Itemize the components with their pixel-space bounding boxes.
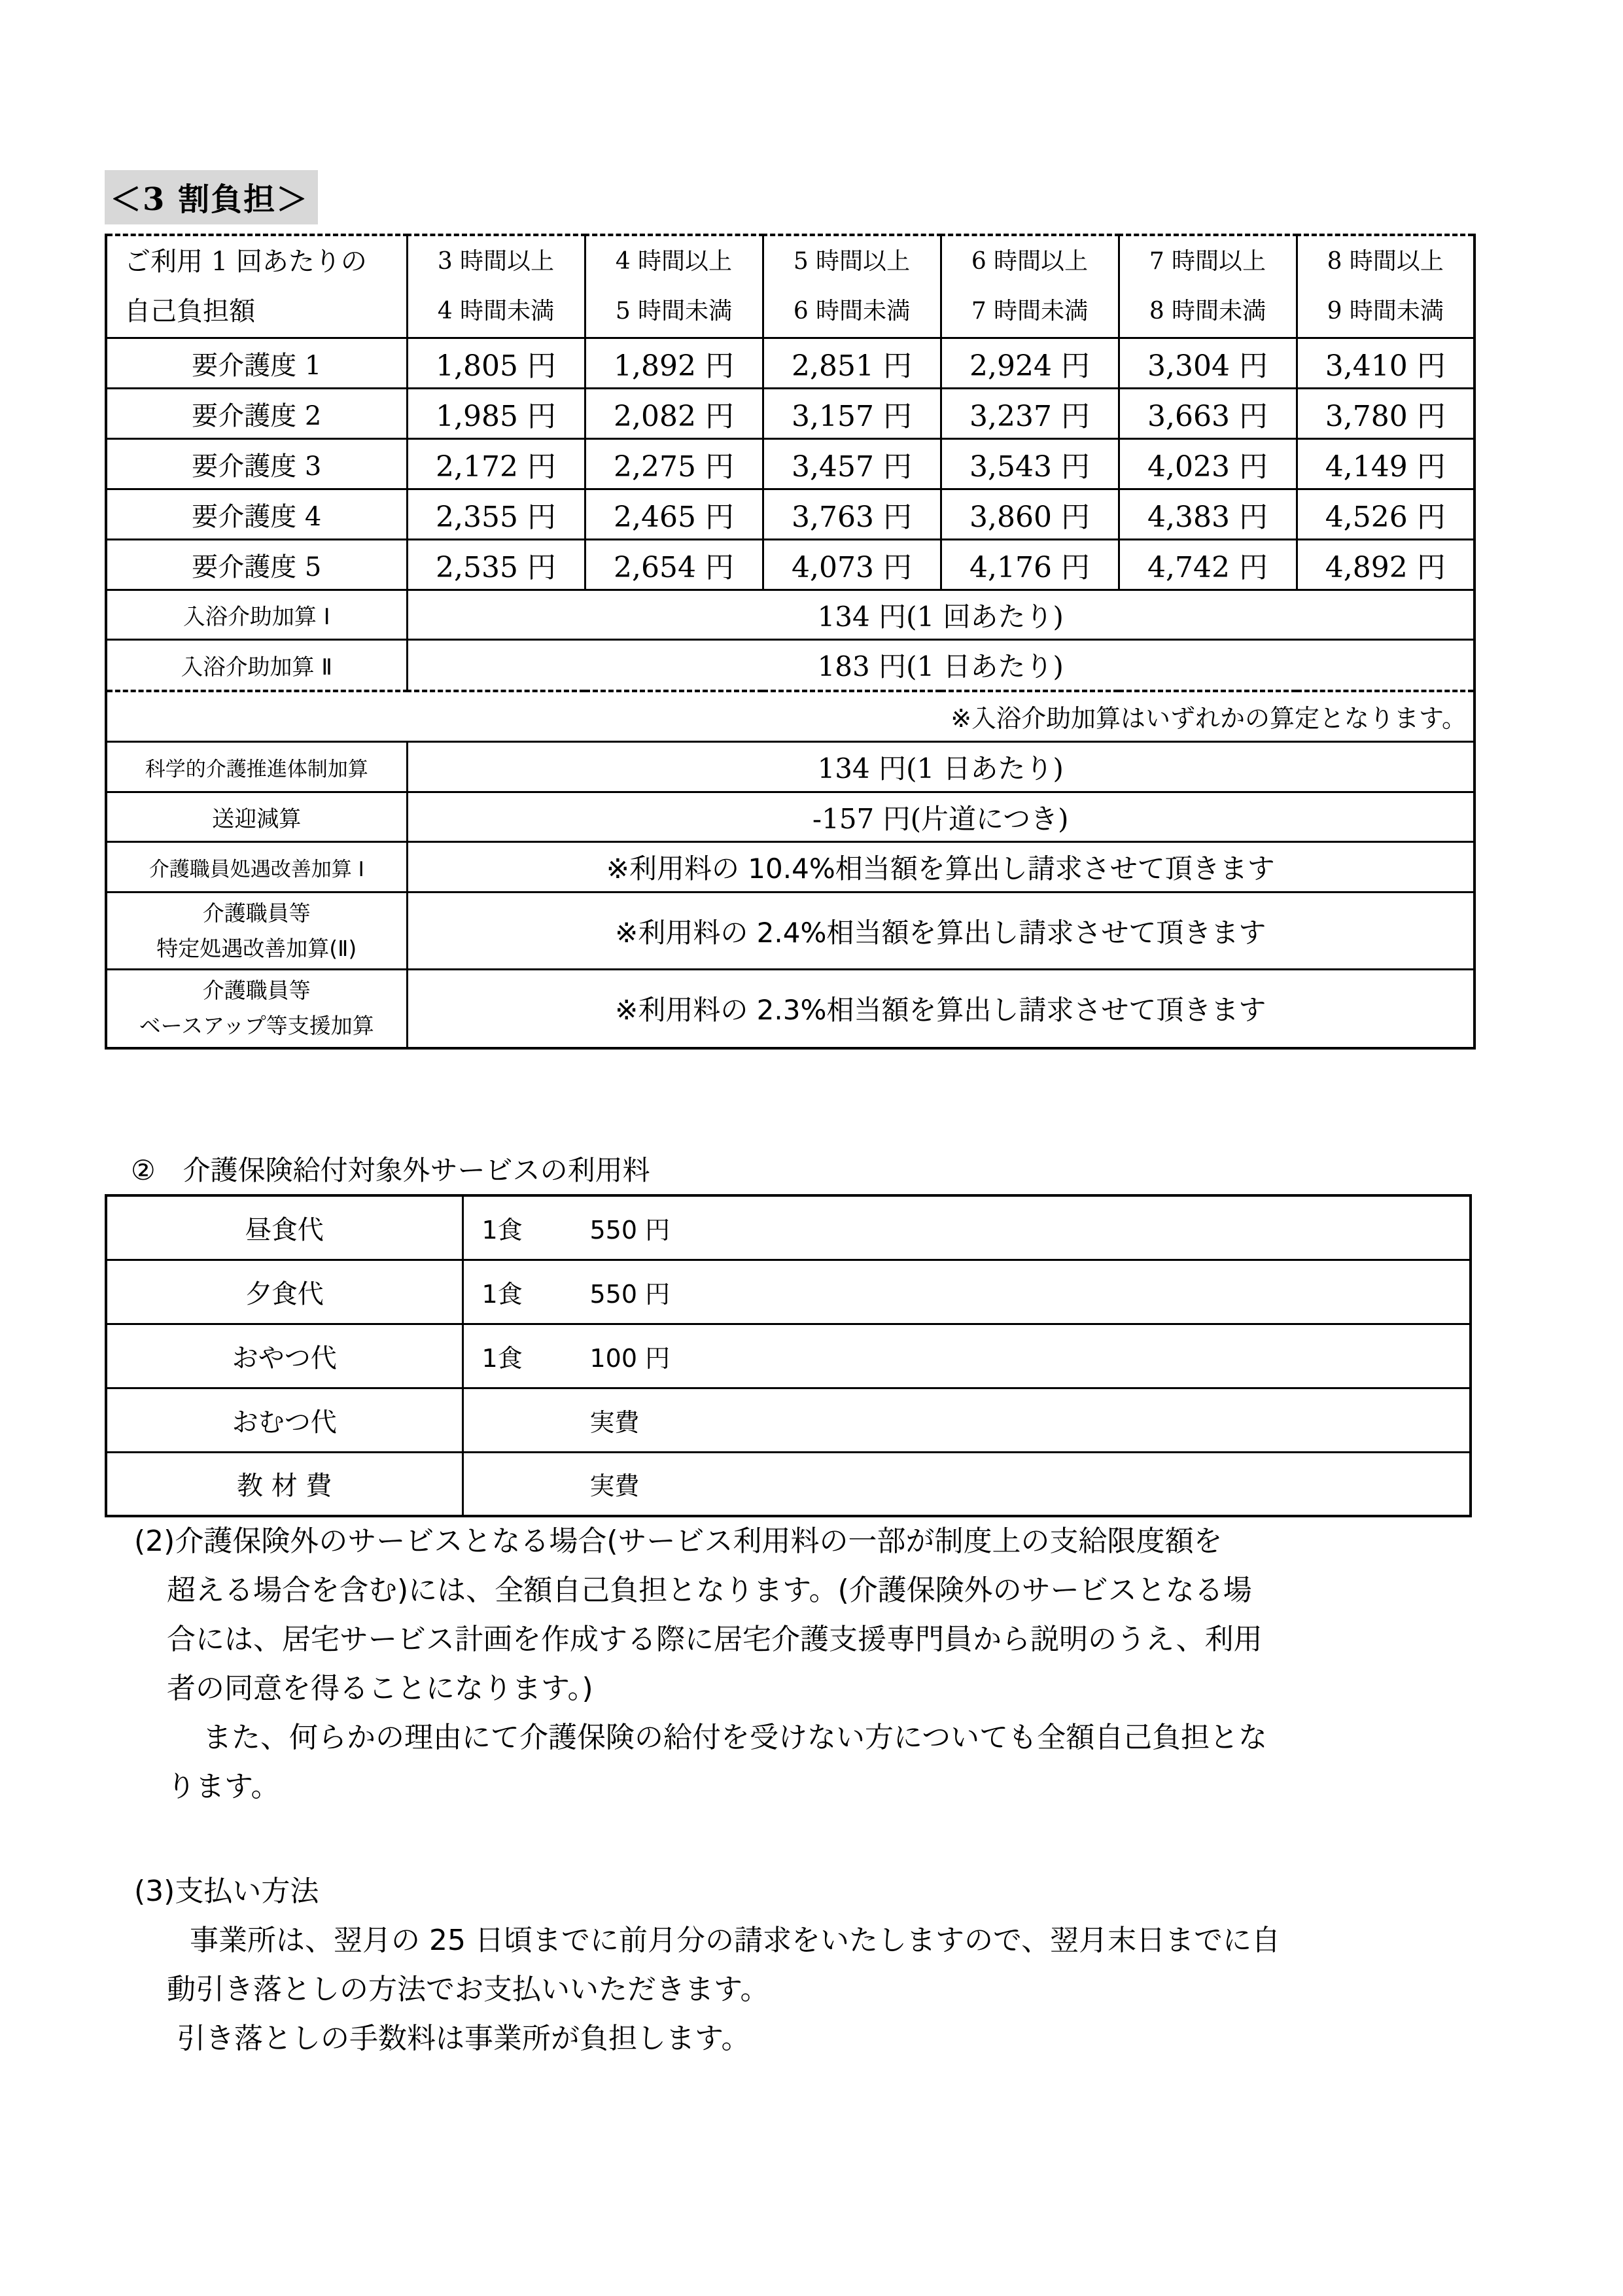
time-col-header <box>763 235 941 338</box>
specific-treatment-addon-value: ※利用料の 2.4%相当額を算出し請求させて頂きます <box>407 892 1475 970</box>
care-level-label: 要介護度 2 <box>106 389 407 439</box>
time-col-line1: 7 時間以上 <box>1149 248 1266 275</box>
time-col-header <box>1297 235 1475 338</box>
care-fee-cell: 2,851 円 <box>763 338 941 389</box>
service-label: おむつ代 <box>106 1388 462 1452</box>
care-fee-cell: 3,457 円 <box>763 439 941 489</box>
treatment-addon-1-label: 介護職員処遇改善加算 Ⅰ <box>106 842 407 892</box>
service-price: 100 円 <box>589 1343 671 1373</box>
time-col-header <box>941 235 1119 338</box>
bath-addon-1-row <box>106 590 1475 640</box>
table-row <box>106 1324 1471 1388</box>
table-row <box>106 1388 1471 1452</box>
pickup-reduction-row <box>106 792 1475 842</box>
care-fee-cell: 4,023 円 <box>1119 439 1297 489</box>
copay-fee-table <box>105 234 1476 1050</box>
care-fee-cell: 3,410 円 <box>1297 338 1475 389</box>
service-label: 教 材 費 <box>106 1452 462 1516</box>
time-col-line2: 7 時間未満 <box>971 298 1089 325</box>
care-fee-cell: 3,237 円 <box>941 389 1119 439</box>
care-fee-cell: 3,780 円 <box>1297 389 1475 439</box>
care-level-label: 要介護度 3 <box>106 439 407 489</box>
section2-heading: ② 介護保険給付対象外サービスの利用料 <box>131 1154 650 1186</box>
label-line1: 介護職員等 <box>202 978 311 1004</box>
science-addon-value: 134 円(1 日あたり) <box>407 742 1475 792</box>
corner-line1: ご利用 1 回あたりの <box>124 247 367 277</box>
care-level-label: 要介護度 4 <box>106 489 407 540</box>
service-price-cell <box>462 1324 1471 1388</box>
corner-line2: 自己負担額 <box>124 296 255 327</box>
time-col-line1: 4 時間以上 <box>615 248 733 275</box>
paragraph-3-line: 動引き落としの方法でお支払いいただきます。 <box>167 1973 769 2006</box>
body-paragraphs <box>105 1517 1557 2063</box>
service-price-cell <box>462 1388 1471 1452</box>
care-fee-cell: 3,543 円 <box>941 439 1119 489</box>
noncovered-services-table <box>105 1194 1472 1517</box>
specific-treatment-addon-label <box>106 892 407 970</box>
service-price-cell <box>462 1260 1471 1324</box>
paragraph-3-line: 事業所は、翌月の 25 日頃までに前月分の請求をいたしますので、翌月末日までに自 <box>190 1924 1281 1957</box>
service-label: おやつ代 <box>106 1324 462 1388</box>
treatment-addon-1-row <box>106 842 1475 892</box>
pickup-reduction-value: -157 円(片道につき) <box>407 792 1475 842</box>
care-level-label: 要介護度 1 <box>106 338 407 389</box>
pickup-reduction-label: 送迎減算 <box>106 792 407 842</box>
care-fee-cell: 4,383 円 <box>1119 489 1297 540</box>
care-fee-cell: 4,073 円 <box>763 540 941 590</box>
service-label: 夕食代 <box>106 1260 462 1324</box>
care-fee-cell: 4,176 円 <box>941 540 1119 590</box>
service-price: 実費 <box>589 1407 640 1437</box>
time-col-line2: 8 時間未満 <box>1149 298 1266 325</box>
table-row <box>106 1452 1471 1516</box>
science-addon-row <box>106 742 1475 792</box>
bath-addon-1-label: 入浴介助加算 Ⅰ <box>106 590 407 640</box>
label-line1: 介護職員等 <box>202 900 311 926</box>
care-level-label: 要介護度 5 <box>106 540 407 590</box>
time-col-line1: 6 時間以上 <box>971 248 1089 275</box>
care-fee-cell: 4,149 円 <box>1297 439 1475 489</box>
care-fee-cell: 2,924 円 <box>941 338 1119 389</box>
paragraph-2-line: (2)介護保険外のサービスとなる場合(サービス利用料の一部が制度上の支給限度額を <box>134 1525 1223 1558</box>
service-price-cell <box>462 1195 1471 1260</box>
time-col-line1: 8 時間以上 <box>1327 248 1444 275</box>
bath-addon-1-value: 134 円(1 回あたり) <box>407 590 1475 640</box>
time-col-header <box>1119 235 1297 338</box>
care-fee-cell: 1,892 円 <box>585 338 763 389</box>
service-unit: 1食 <box>481 1215 523 1245</box>
time-col-line2: 4 時間未満 <box>437 298 555 325</box>
care-fee-cell: 3,860 円 <box>941 489 1119 540</box>
table-row <box>106 1260 1471 1324</box>
paragraph-2-line: 合には、居宅サービス計画を作成する際に居宅介護支援専門員から説明のうえ、利用 <box>167 1623 1263 1656</box>
science-addon-label: 科学的介護推進体制加算 <box>106 742 407 792</box>
care-level-row <box>106 338 1475 389</box>
care-fee-cell: 3,157 円 <box>763 389 941 439</box>
bath-addon-2-row <box>106 640 1475 691</box>
paragraph-2-line: 者の同意を得ることになります。) <box>167 1672 593 1705</box>
service-price: 550 円 <box>589 1279 671 1309</box>
care-fee-cell: 1,805 円 <box>407 338 585 389</box>
baseup-addon-label <box>106 970 407 1048</box>
specific-treatment-addon-row <box>106 892 1475 970</box>
time-col-line2: 6 時間未満 <box>793 298 911 325</box>
paragraph-2-line: 超える場合を含む)には、全額自己負担となります。(介護保険外のサービスとなる場 <box>167 1574 1252 1607</box>
treatment-addon-1-value: ※利用料の 10.4%相当額を算出し請求させて頂きます <box>407 842 1475 892</box>
bath-note-row <box>106 691 1475 742</box>
care-fee-cell: 2,465 円 <box>585 489 763 540</box>
care-fee-cell: 2,654 円 <box>585 540 763 590</box>
service-price-cell <box>462 1452 1471 1516</box>
service-price: 550 円 <box>589 1215 671 1245</box>
care-level-row <box>106 389 1475 439</box>
page-title: ＜3 割負担＞ <box>105 170 318 224</box>
care-fee-cell: 4,526 円 <box>1297 489 1475 540</box>
care-fee-cell: 1,985 円 <box>407 389 585 439</box>
service-unit: 1食 <box>481 1343 523 1373</box>
care-fee-cell: 2,172 円 <box>407 439 585 489</box>
care-fee-cell: 2,275 円 <box>585 439 763 489</box>
time-col-line2: 5 時間未満 <box>615 298 733 325</box>
time-col-header <box>407 235 585 338</box>
care-fee-cell: 2,082 円 <box>585 389 763 439</box>
paragraph-3-line: 引き落としの手数料は事業所が負担します。 <box>177 2022 750 2055</box>
bath-note-text: ※入浴介助加算はいずれかの算定となります。 <box>106 691 1475 742</box>
care-level-row <box>106 540 1475 590</box>
time-col-header <box>585 235 763 338</box>
paragraph-2-line: また、何らかの理由にて介護保険の給付を受けない方についても全額自己負担とな <box>203 1721 1268 1754</box>
care-fee-cell: 3,763 円 <box>763 489 941 540</box>
care-fee-cell: 2,355 円 <box>407 489 585 540</box>
care-fee-cell: 4,742 円 <box>1119 540 1297 590</box>
copay-header-row <box>106 235 1475 338</box>
label-line2: ベースアップ等支援加算 <box>139 1013 374 1039</box>
bath-addon-2-label: 入浴介助加算 Ⅱ <box>106 640 407 691</box>
label-line2: 特定処遇改善加算(Ⅱ) <box>156 935 357 961</box>
baseup-addon-row <box>106 970 1475 1048</box>
time-col-line1: 5 時間以上 <box>793 248 911 275</box>
care-level-row <box>106 439 1475 489</box>
paragraph-2-line: ります。 <box>167 1770 280 1803</box>
care-level-row <box>106 489 1475 540</box>
baseup-addon-value: ※利用料の 2.3%相当額を算出し請求させて頂きます <box>407 970 1475 1048</box>
copay-corner-cell <box>106 235 407 338</box>
care-fee-cell: 3,663 円 <box>1119 389 1297 439</box>
service-label: 昼食代 <box>106 1195 462 1260</box>
paragraph-3-heading: (3)支払い方法 <box>134 1875 319 1908</box>
bath-addon-2-value: 183 円(1 日あたり) <box>407 640 1475 691</box>
service-price: 実費 <box>589 1472 640 1501</box>
table-row <box>106 1195 1471 1260</box>
time-col-line2: 9 時間未満 <box>1327 298 1444 325</box>
service-unit: 1食 <box>481 1279 523 1309</box>
time-col-line1: 3 時間以上 <box>437 248 555 275</box>
care-fee-cell: 2,535 円 <box>407 540 585 590</box>
care-fee-cell: 4,892 円 <box>1297 540 1475 590</box>
care-fee-cell: 3,304 円 <box>1119 338 1297 389</box>
